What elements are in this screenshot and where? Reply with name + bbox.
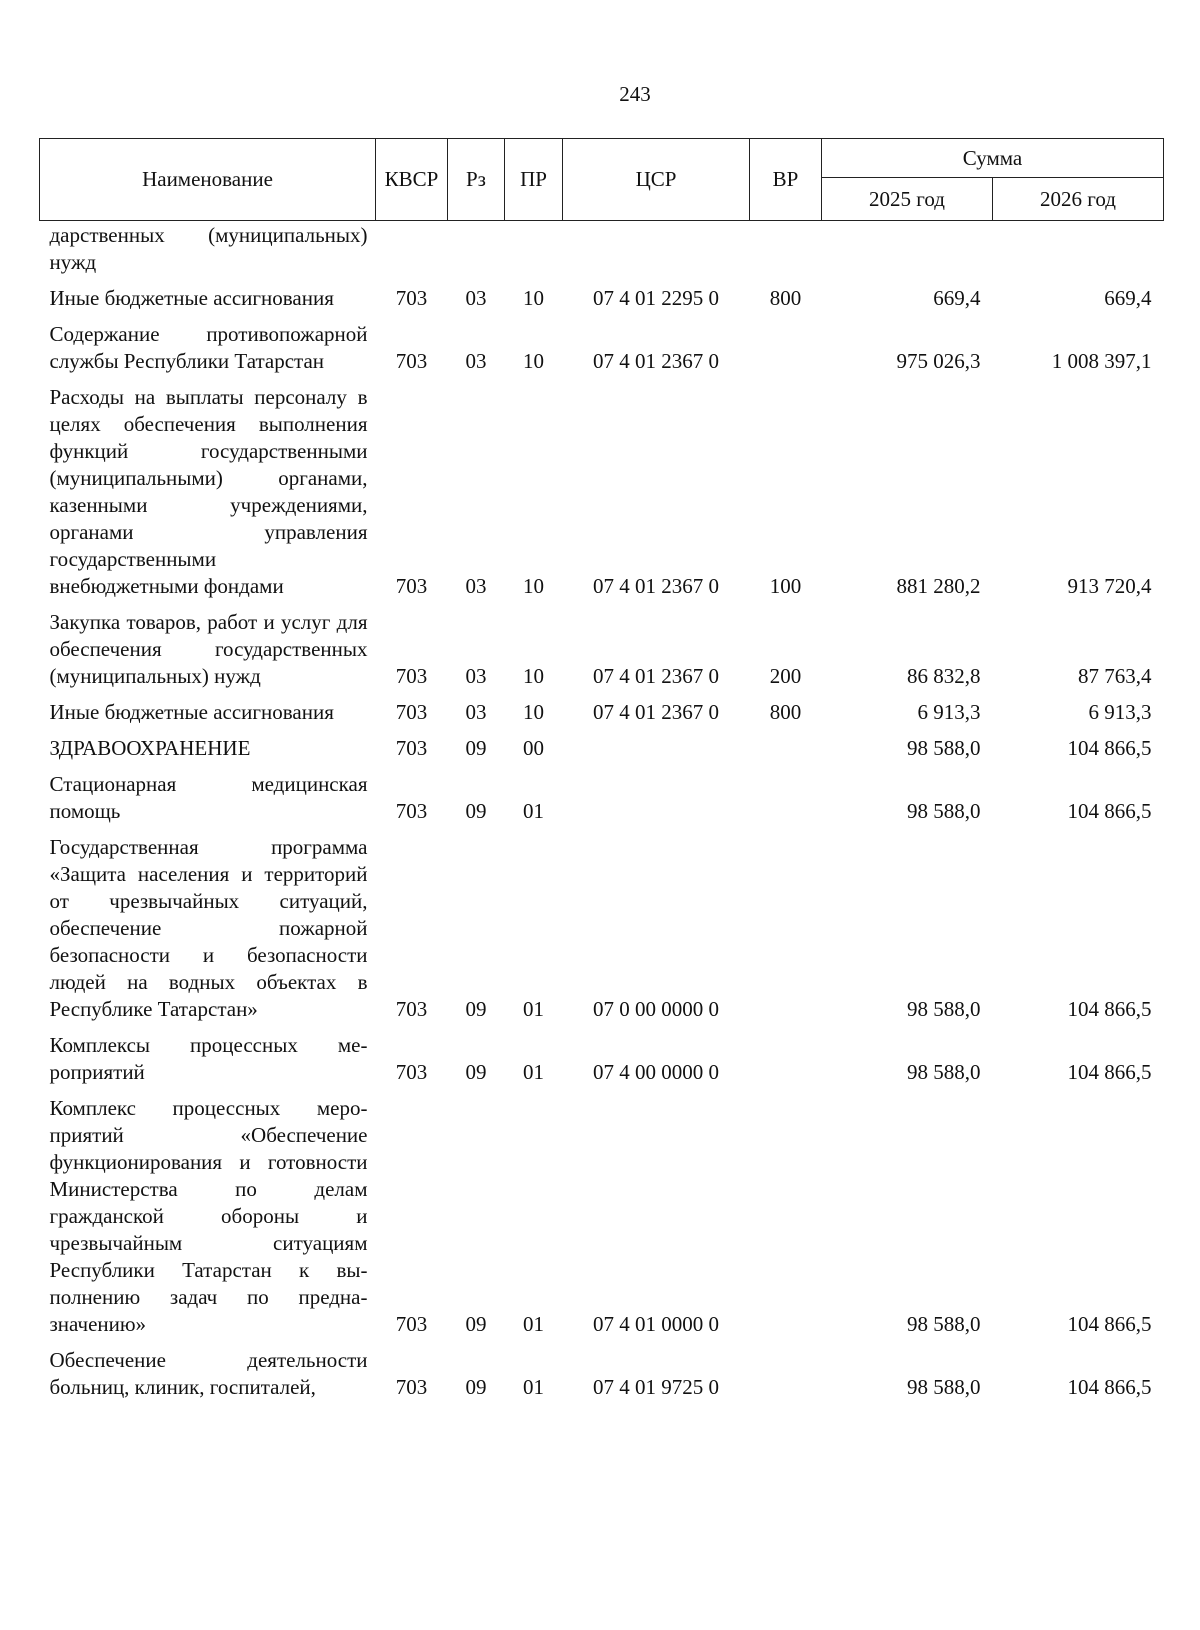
row-2026-cell: 104 866,5 [1067,736,1152,760]
row-rz-cell: 03 [465,349,487,373]
row-csr-cell [563,221,750,278]
row-2025-cell: 881 280,2 [896,574,981,598]
row-name-cell: Иные бюджетные ассигнования [49,700,334,724]
table-row [40,221,1164,278]
row-2026-cell: 6 913,3 [1088,700,1152,724]
row-name-cell: ЗДРАВООХРАНЕНИЕ [49,736,251,760]
row-pr-cell: 10 [523,664,544,688]
row-vr-cell [750,313,822,376]
row-pr-cell: 01 [523,1060,544,1084]
row-name-cell: Комплексы процессных мероприятий [49,1033,368,1084]
header-year-2026: 2026 год [993,178,1164,221]
row-rz-cell: 09 [465,799,487,823]
row-kvsr-cell: 703 [395,799,428,823]
row-2025-cell: 669,4 [933,286,981,310]
header-kvsr: КВСР [376,139,448,221]
row-rz-cell: 09 [465,1060,487,1084]
row-csr-cell: 07 4 01 0000 0 [593,1312,719,1336]
row-2026-cell: 104 866,5 [1067,1375,1152,1399]
table-row [40,1339,1164,1402]
row-csr-cell: 07 4 01 2367 0 [593,349,719,373]
row-2026-cell [993,221,1164,278]
row-kvsr-cell: 703 [395,1060,428,1084]
row-pr-cell: 01 [523,799,544,823]
table-body [40,221,1164,1403]
header-rz: Рз [448,139,505,221]
row-csr-cell: 07 0 00 0000 0 [593,997,719,1021]
row-2026-cell: 104 866,5 [1067,1312,1152,1336]
row-rz-cell: 03 [465,286,487,310]
row-name-cell: Закупка товаров, работ и услуг для обеспечения государственных (муниципальных) нужд [49,610,368,688]
table-row [40,763,1164,826]
row-kvsr-cell: 703 [395,574,428,598]
row-kvsr-cell: 703 [395,1375,428,1399]
header-csr: ЦСР [563,139,750,221]
row-csr-cell: 07 4 01 2367 0 [593,664,719,688]
row-csr-cell: 07 4 01 2367 0 [593,574,719,598]
row-pr-cell: 10 [523,286,544,310]
row-2025-cell [822,221,993,278]
row-pr-cell: 10 [523,349,544,373]
row-2025-cell: 98 588,0 [907,799,981,823]
budget-table [39,138,1164,1402]
row-kvsr-cell: 703 [395,349,428,373]
row-2025-cell: 98 588,0 [907,1375,981,1399]
table-row [40,826,1164,1024]
row-csr-cell [563,763,750,826]
row-2026-cell: 1 008 397,1 [1051,349,1152,373]
page-number: 243 [619,82,651,106]
row-vr-cell: 800 [769,286,802,310]
row-2026-cell: 104 866,5 [1067,997,1152,1021]
row-vr-cell [750,826,822,1024]
row-2025-cell: 98 588,0 [907,1060,981,1084]
row-rz-cell: 03 [465,574,487,598]
row-rz-cell: 09 [465,997,487,1021]
row-vr-cell [750,1087,822,1339]
row-2025-cell: 98 588,0 [907,736,981,760]
row-kvsr-cell [376,221,448,278]
row-2025-cell: 975 026,3 [896,349,981,373]
row-2025-cell: 6 913,3 [917,700,981,724]
row-name-cell: Государственная программа «Защита населения и территорий от чрезвычайных ситуаций, обеспечение пожарной безопасности и безопасности людей на водных объектах в Республике Татарстан» [49,835,368,1021]
row-csr-cell: 07 4 01 2295 0 [593,286,719,310]
table-header [40,139,1164,221]
row-2025-cell: 98 588,0 [907,1312,981,1336]
row-vr-cell: 100 [769,574,802,598]
table-row [40,601,1164,691]
row-csr-cell: 07 4 01 9725 0 [593,1375,719,1399]
row-rz-cell: 03 [465,664,487,688]
row-2025-cell: 86 832,8 [907,664,981,688]
row-name-cell: Стационарная медицинская помощь [49,772,368,823]
row-vr-cell [750,1339,822,1402]
row-rz-cell: 09 [465,736,487,760]
row-vr-cell [750,727,822,763]
row-2026-cell: 104 866,5 [1067,799,1152,823]
row-vr-cell: 200 [769,664,802,688]
row-csr-cell: 07 4 00 0000 0 [593,1060,719,1084]
row-rz-cell: 03 [465,700,487,724]
row-pr-cell [505,221,563,278]
row-2026-cell: 87 763,4 [1078,664,1152,688]
header-sum: Сумма [822,139,1164,178]
row-name-cell: Иные бюджетные ассигнования [49,286,334,310]
row-vr-cell [750,763,822,826]
table-row [40,691,1164,727]
row-vr-cell [750,221,822,278]
row-2026-cell: 104 866,5 [1067,1060,1152,1084]
header-vr: ВР [750,139,822,221]
row-pr-cell: 01 [523,997,544,1021]
row-pr-cell: 10 [523,700,544,724]
row-vr-cell [750,1024,822,1087]
row-rz-cell [448,221,505,278]
row-csr-cell: 07 4 01 2367 0 [593,700,719,724]
row-kvsr-cell: 703 [395,700,428,724]
table-row [40,1087,1164,1339]
row-kvsr-cell: 703 [395,736,428,760]
row-name-cell: Содержание противопожарной службы Республики Татарстан [49,322,368,373]
row-2026-cell: 913 720,4 [1067,574,1152,598]
table-row [40,277,1164,313]
header-pr: ПР [505,139,563,221]
budget-table-container [39,138,1163,1402]
row-csr-cell [563,727,750,763]
row-name-cell: Комплекс процессных мероприятий «Обеспечение функционирования и готовности Министерства по делам гражданской обороны и чрезвычайным ситуациям Республики Татарстан к выполнению задач по предназначению» [49,1096,368,1336]
row-name-cell: Обеспечение деятельности больниц, клиник, госпиталей, [49,1348,368,1399]
row-name-cell: Расходы на выплаты персоналу в целях обеспечения выполнения функций государственными (муниципальными) органами, казенными учреждениями, органами управления государственными внебюджетными фондами [49,385,368,598]
row-kvsr-cell: 703 [395,286,428,310]
row-pr-cell: 01 [523,1375,544,1399]
row-name-cell: дарственных (муниципальных) нужд [49,223,368,274]
row-kvsr-cell: 703 [395,664,428,688]
table-row [40,313,1164,376]
header-year-2025: 2025 год [822,178,993,221]
row-2025-cell: 98 588,0 [907,997,981,1021]
table-row [40,727,1164,763]
row-pr-cell: 01 [523,1312,544,1336]
header-name: Наименование [40,139,376,221]
row-rz-cell: 09 [465,1312,487,1336]
row-vr-cell: 800 [769,700,802,724]
row-2026-cell: 669,4 [1104,286,1152,310]
row-kvsr-cell: 703 [395,1312,428,1336]
row-kvsr-cell: 703 [395,997,428,1021]
table-row [40,1024,1164,1087]
table-row [40,376,1164,601]
row-rz-cell: 09 [465,1375,487,1399]
row-pr-cell: 10 [523,574,544,598]
row-pr-cell: 00 [523,736,544,760]
